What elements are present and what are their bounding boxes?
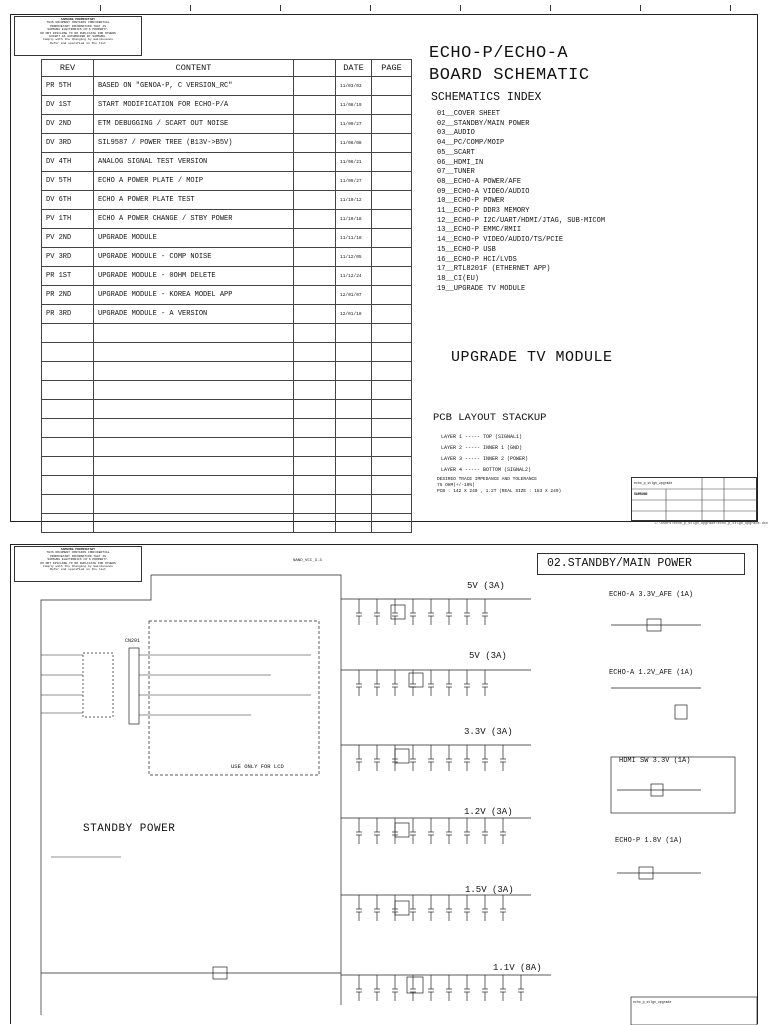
capacitor-symbol [428,895,434,921]
revision-cell-empty [336,495,372,514]
revision-row-empty [42,438,412,457]
revision-page [372,229,412,248]
revision-content: SIL9587 / POWER TREE (B13V->B5V) [94,134,294,153]
revision-date: 11/08/19 [336,96,372,115]
revision-row [42,96,412,115]
revision-blank [294,172,336,191]
index-item: 08__ECHO-A POWER/AFE [437,177,522,186]
revision-page [372,267,412,286]
revision-rev: PV 2ND [42,229,94,248]
revision-row [42,77,412,96]
title-block: echo_p_stlgn_upgrade SAMSUNG [631,477,757,521]
col-page: PAGE [372,60,412,77]
col-date: DATE [336,60,372,77]
capacitor-symbol [356,670,362,696]
revision-content: ANALOG SIGNAL TEST VERSION [94,153,294,172]
revision-cell-empty [372,362,412,381]
capacitor-symbol [464,818,470,844]
index-item: 01__COVER SHEET [437,110,501,118]
revision-row [42,248,412,267]
col-rev: REV [42,60,94,77]
revision-cell-empty [94,400,294,419]
revision-date: 11/12/24 [336,267,372,286]
index-item: 03__AUDIO [437,129,475,138]
capacitor-symbol [464,975,470,1001]
revision-row-empty [42,476,412,495]
capacitor-symbol [428,818,434,844]
rail-label: 1.1V (8A) [493,963,542,973]
revision-content: UPGRADE MODULE - 0OHM DELETE [94,267,294,286]
revision-page [372,248,412,267]
capacitor-symbol [356,975,362,1001]
capacitor-symbol [356,895,362,921]
revision-rows [42,77,412,533]
revision-content: ECHO A POWER CHANGE / STBY POWER [94,210,294,229]
revision-date: 11/12/05 [336,248,372,267]
capacitor-symbol [464,895,470,921]
revision-content: UPGRADE MODULE - A VERSION [94,305,294,324]
revision-cell-empty [372,476,412,495]
revision-cell-empty [294,324,336,343]
revision-cell-empty [294,362,336,381]
revision-blank [294,115,336,134]
revision-page [372,96,412,115]
cover-sheet [10,14,758,522]
capacitor-symbol [356,745,362,771]
revision-table [41,59,412,533]
capacitor-symbol [500,975,506,1001]
revision-cell-empty [42,419,94,438]
capacitor-symbol [374,818,380,844]
capacitor-symbol [446,895,452,921]
capacitor-symbol [374,895,380,921]
capacitor-symbol [374,975,380,1001]
capacitor-symbol [374,745,380,771]
capacitor-symbol [500,895,506,921]
capacitor-symbol [482,670,488,696]
capacitor-symbol [392,975,398,1001]
revision-cell-empty [336,457,372,476]
rail-label: 1.2V (3A) [464,807,513,817]
revision-date: 11/06/21 [336,153,372,172]
index-item: 05__SCART [437,148,475,157]
revision-cell-empty [336,476,372,495]
index-item: 02__STANDBY/MAIN POWER [437,119,530,128]
block-label: HDMI SW 3.3V (1A) [619,757,691,765]
revision-cell-empty [94,362,294,381]
revision-page [372,191,412,210]
revision-blank [294,153,336,172]
capacitor-symbol [464,599,470,625]
revision-date: 11/11/18 [336,229,372,248]
revision-blank [294,286,336,305]
revision-page [372,210,412,229]
revision-row [42,115,412,134]
index-item: 11__ECHO-P DDR3 MEMORY [437,207,530,216]
revision-cell-empty [336,324,372,343]
revision-date: 11/09/27 [336,172,372,191]
top-ruler [0,5,768,13]
revision-cell-empty [294,495,336,514]
revision-row [42,172,412,191]
revision-cell-empty [372,343,412,362]
capacitor-symbol [482,599,488,625]
revision-date: 11/06/08 [336,134,372,153]
capacitor-symbol [410,745,416,771]
revision-date: 11/09/27 [336,115,372,134]
revision-row [42,191,412,210]
capacitor-symbol [374,599,380,625]
revision-cell-empty [294,400,336,419]
revision-rev: PV 1TH [42,210,94,229]
net-label: NAND_VCC_3.3 [293,559,322,563]
revision-cell-empty [336,514,372,533]
index-item: 04__PC/COMP/MOIP [437,139,505,148]
revision-rev: PR 2ND [42,286,94,305]
revision-blank [294,248,336,267]
index-item: 10__ECHO-P POWER [437,197,505,206]
revision-blank [294,77,336,96]
capacitor-symbol [446,745,452,771]
revision-rev: DV 2ND [42,115,94,134]
revision-row [42,305,412,324]
revision-cell-empty [94,514,294,533]
revision-rev: DV 5TH [42,172,94,191]
pcb-layer: LAYER 1 ----- TOP (SIGNAL1) [441,434,523,440]
file-path: C:\Users\echo_p_stlgn_upgrade\echo_p_stlgn_upgrade.dsn [654,522,768,526]
revision-content: UPGRADE MODULE - COMP NOISE [94,248,294,267]
index-item: 07__TUNER [437,168,475,177]
board-title: ECHO-P/ECHO-A BOARD SCHEMATIC [429,44,590,85]
rail-label: 5V (3A) [469,651,507,661]
revision-content: ECHO A POWER PLATE / MOIP [94,172,294,191]
revision-cell-empty [294,381,336,400]
index-item: 12__ECHO-P I2C/UART/HDMI/JTAG, SUB-MICOM [437,216,606,225]
revision-cell-empty [42,324,94,343]
revision-row-empty [42,324,412,343]
capacitor-symbol [482,975,488,1001]
pcb-stackup-title: PCB LAYOUT STACKUP [433,412,547,424]
index-item: 19__UPGRADE TV MODULE [437,284,526,293]
revision-rev: PV 3RD [42,248,94,267]
revision-rev: DV 4TH [42,153,94,172]
proprietary-notice: SAMSUNG PROPRIETARY THIS DOCUMENT CONTAINS CONFIDENTIAL PROPRIETARY INFORMATION THAT IS SAMSUNG ELECTRONICS CO'S PROPERTY. DO NOT DISCLOSE TO OR DUPLICATE FOR OTHERS EXCEPT AS AUTHORIZED BY SAMSUNG. Comply with the Changing by maintenance Refer and specified in the list [14,16,142,56]
revision-cell-empty [336,343,372,362]
revision-rev: PR 5TH [42,77,94,96]
revision-cell-empty [294,438,336,457]
revision-row [42,134,412,153]
capacitor-symbol [446,975,452,1001]
capacitor-symbol [392,599,398,625]
revision-row-empty [42,419,412,438]
revision-row [42,286,412,305]
revision-cell-empty [94,343,294,362]
revision-cell-empty [372,419,412,438]
revision-row-empty [42,381,412,400]
revision-cell-empty [42,476,94,495]
revision-row-empty [42,400,412,419]
capacitor-symbol [428,745,434,771]
revision-row [42,267,412,286]
revision-row [42,210,412,229]
revision-cell-empty [372,438,412,457]
revision-blank [294,229,336,248]
capacitor-symbol [428,670,434,696]
revision-cell-empty [94,381,294,400]
capacitor-symbol [464,745,470,771]
block-label: ECHO-P 1.8V (1A) [615,837,683,845]
revision-rev: PR 1ST [42,267,94,286]
capacitor-symbol [464,670,470,696]
revision-cell-empty [372,381,412,400]
revision-date: 11/10/12 [336,191,372,210]
revision-cell-empty [336,400,372,419]
capacitor-symbol [446,599,452,625]
capacitor-symbol [410,599,416,625]
revision-cell-empty [94,324,294,343]
capacitor-symbol [446,818,452,844]
revision-cell-empty [94,419,294,438]
revision-date: 12/01/18 [336,305,372,324]
revision-cell-empty [94,495,294,514]
revision-content: ETM DEBUGGING / SCART OUT NOISE [94,115,294,134]
revision-cell-empty [372,400,412,419]
revision-row [42,153,412,172]
revision-cell-empty [294,343,336,362]
block-label: ECHO-A 3.3V_AFE (1A) [609,591,694,599]
revision-cell-empty [294,457,336,476]
revision-cell-empty [336,381,372,400]
capacitor-symbol [428,975,434,1001]
revision-rev: PR 3RD [42,305,94,324]
revision-page [372,77,412,96]
revision-cell-empty [336,438,372,457]
index-item: 16__ECHO-P HCI/LVDS [437,255,517,264]
revision-cell-empty [42,343,94,362]
capacitor-symbol [482,895,488,921]
revision-content: ECHO A POWER PLATE TEST [94,191,294,210]
index-item: 15__ECHO-P USB [437,245,496,254]
revision-content: UPGRADE MODULE [94,229,294,248]
revision-cell-empty [294,514,336,533]
revision-date: 11/10/18 [336,210,372,229]
col-blank [294,60,336,77]
revision-blank [294,191,336,210]
capacitor-symbol [518,975,524,1001]
revision-page [372,172,412,191]
revision-row [42,229,412,248]
index-item: 17__RTL8201F (ETHERNET APP) [437,265,551,274]
index-item: 18__CI(EU) [437,274,480,283]
revision-row-empty [42,514,412,533]
revision-row-empty [42,343,412,362]
revision-blank [294,96,336,115]
sheet-title: 02.STANDBY/MAIN POWER [537,553,745,575]
index-item: 09__ECHO-A VIDEO/AUDIO [437,187,530,196]
pcb-layer: LAYER 2 ----- INNER 1 (GND) [441,445,523,451]
connector-label: CN201 [125,638,141,644]
power-sheet [10,544,758,1024]
revision-rev: DV 3RD [42,134,94,153]
revision-page [372,153,412,172]
pcb-layer: LAYER 4 ----- BOTTOM (SIGNAL2) [441,467,532,473]
module-title: UPGRADE TV MODULE [451,349,613,366]
rail-label: 3.3V (3A) [464,727,513,737]
revision-blank [294,134,336,153]
capacitor-symbol [428,599,434,625]
capacitor-symbol [500,745,506,771]
revision-page [372,286,412,305]
revision-cell-empty [94,438,294,457]
revision-row-empty [42,495,412,514]
revision-cell-empty [94,457,294,476]
revision-cell-empty [42,381,94,400]
capacitor-symbol [410,975,416,1001]
revision-cell-empty [294,476,336,495]
revision-cell-empty [372,324,412,343]
pcb-layer: LAYER 3 ----- INNER 2 (POWER) [441,456,529,462]
revision-blank [294,305,336,324]
revision-cell-empty [372,457,412,476]
power-schematic-drawing [11,545,759,1025]
revision-date: 11/03/03 [336,77,372,96]
capacitor-symbol [374,670,380,696]
capacitor-symbol [500,818,506,844]
revision-rev: DV 1ST [42,96,94,115]
index-title: SCHEMATICS INDEX [431,91,542,104]
revision-row-empty [42,362,412,381]
standby-power-label: STANDBY POWER [83,823,176,835]
revision-blank [294,267,336,286]
proprietary-notice-2: SAMSUNG PROPRIETARY THIS DOCUMENT CONTAINS CONFIDENTIAL PROPRIETARY INFORMATION THAT IS SAMSUNG ELECTRONICS CO'S PROPERTY. DO NOT DISCLOSE TO OR DUPLICATE FOR OTHERS Comply with the Changing by maintenance Refer and specified in the list [14,546,142,582]
pcb-layer-list [441,432,531,476]
revision-row-empty [42,457,412,476]
index-item: 13__ECHO-P EMMC/RMII [437,226,522,235]
capacitor-symbol [356,599,362,625]
revision-page [372,134,412,153]
capacitor-symbol [410,670,416,696]
revision-cell-empty [372,495,412,514]
capacitor-symbol [410,895,416,921]
capacitor-symbol [446,670,452,696]
title-block-2: echo_p_stlgn_upgrade [633,1000,672,1004]
revision-cell-empty [42,400,94,419]
revision-cell-empty [42,362,94,381]
revision-page [372,115,412,134]
schematics-index [437,110,605,294]
revision-cell-empty [336,419,372,438]
rail-label: 1.5V (3A) [465,885,514,895]
revision-content: START MODIFICATION FOR ECHO-P/A [94,96,294,115]
capacitor-symbol [482,818,488,844]
col-content: CONTENT [94,60,294,77]
revision-cell-empty [336,362,372,381]
capacitor-symbol [392,670,398,696]
lcd-only-label: USE ONLY FOR LCD [231,763,284,770]
pcb-note: DESIRED TRACE IMPEDANCE AND TOLERANCE 75 OHM(+/-10%) PCB : 142 X 240 , 1.2T (REAL SIZE : 183 X 249) [437,477,562,494]
revision-content: BASED ON "GENOA-P, C VERSION_RC" [94,77,294,96]
block-label: ECHO-A 1.2V_AFE (1A) [609,669,694,677]
capacitor-symbol [482,745,488,771]
index-item: 14__ECHO-P VIDEO/AUDIO/TS/PCIE [437,236,564,245]
revision-cell-empty [42,438,94,457]
revision-cell-empty [94,476,294,495]
revision-content: UPGRADE MODULE - KOREA MODEL APP [94,286,294,305]
rail-label: 5V (3A) [467,581,505,591]
revision-header-row [42,60,412,77]
revision-cell-empty [42,495,94,514]
revision-cell-empty [294,419,336,438]
revision-cell-empty [42,514,94,533]
capacitor-symbol [356,818,362,844]
revision-rev: DV 6TH [42,191,94,210]
revision-blank [294,210,336,229]
revision-date: 12/01/07 [336,286,372,305]
revision-cell-empty [42,457,94,476]
capacitor-symbol [410,818,416,844]
revision-cell-empty [372,514,412,533]
index-item: 06__HDMI_IN [437,158,484,167]
revision-page [372,305,412,324]
